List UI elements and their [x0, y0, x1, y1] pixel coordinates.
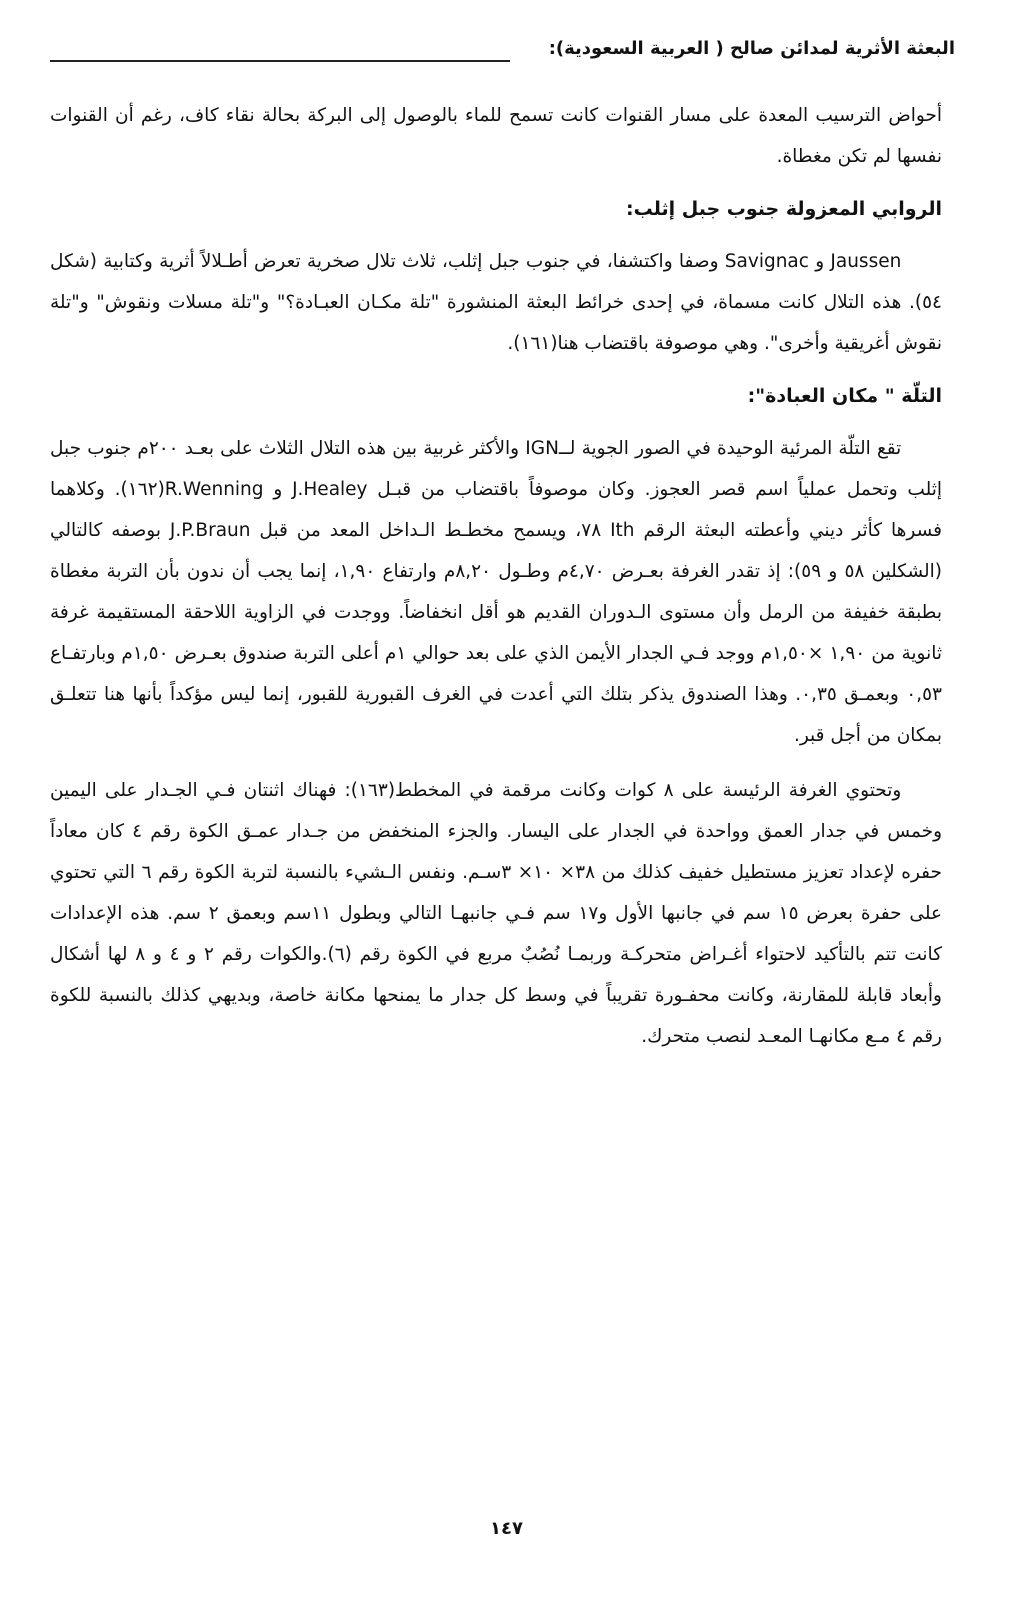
paragraph: وتحتوي الغرفة الرئيسة على ٨ كوات وكانت مرقمة في المخطط(١٦٣): فهناك اثنتان فـي الجـدار على اليمين وخمس في جدار العمق وواحدة في الجدار على اليسار. والجزء المنخفض من جـدار عمـق الكوة رقم ٤ كان معاداً حفره لإعداد تعزيز مستطيل خفيف كذلك من ٣٨× ١٠× ٣سـم. ونفس الـشيء بالنسبة لتربة الكوة رقم ٦ التي تحتوي على حفرة بعرض ١٥ سم في جانبها الأول و١٧ سم فـي جانبهـا التالي وبطول ١١سم وبعمق ٢ سم. هذه الإعدادات كانت تتم بالتأكيد لاحتواء أغـراض متحركـة وربمـا نُصُبٌ مربع في الكوة رقم (٦).والكوات رقم ٢ و ٤ و ٨ لها أشكال وأبعاد قابلة للمقارنة، وكانت محفـورة تقريباً في وسط كل جدار ما يمنحها مكانة خاصة، وبديهي كذلك بالنسبة للكوة رقم ٤ مـع مكانهـا المعـد لنصب متحرك. — [50, 780, 943, 1047]
paragraph: تقع التلّة المرئية الوحيدة في الصور الجوية لــIGN والأكثر غربية بين هذه التلال الثلاث على بعـد ٢٠٠م جنوب جبل إثلب وتحمل عملياً اسم قصر العجوز. وكان موصوفاً باقتضاب من قبـل J.Healey و R.Wenning(١٦٢). وكلاهما فسرها كأثر ديني وأعطته البعثة الرقم Ith ٧٨، ويسمح مخطـط الـداخل المعد من قبل J.P.Braun بوصفه كالتالي (الشكلين ٥٨ و ٥٩): إذ تقدر الغرفة بعـرض ٤,٧٠م وطـول ٨,٢٠م وارتفاع ١,٩٠، إنما يجب أن ندون بأن التربة مغطاة بطبقة خفيفة من الرمل وأن مستوى الـدوران القديم هو أقل انخفاضاً. ووجدت في الزاوية اللاحقة المستقيمة غرفة ثانوية من ١,٩٠ ×١,٥٠م ووجد فـي الجدار الأيمن الذي على بعد حوالي ١م أعلى التربة صندوق بعـرض ١,٥٠م وبارتفـاع ٠,٥٣ وبعمـق ٠,٣٥. وهذا الصندوق يذكر بتلك التي أعدت في الغرف القبورية للقبور، إنما ليس مؤكداً بأنها هنا تتعلـق بمكان من أجل قبر. — [50, 438, 943, 746]
paragraph-gap — [50, 756, 942, 770]
running-header-title: البعثة الأثرية لمدائن صالح ( العربية السعودية): — [548, 38, 955, 59]
page-number: ١٤٧ — [490, 1518, 523, 1539]
running-header — [50, 38, 955, 78]
header-rule — [50, 60, 510, 62]
section-heading-isolated-hills: الروابي المعزولة جنوب جبل إثلب: — [626, 198, 942, 220]
body-text — [50, 95, 942, 1057]
section-heading-place-of-worship: التلّة " مكان العبادة": — [747, 385, 942, 407]
paragraph: Jaussen و Savignac وصفا واكتشفا، في جنوب جبل إثلب، ثلاث تلال صخرية تعرض أطـلالاً أثرية وكتابية (شكل ٥٤). هذه التلال كانت مسماة، في إحدى خرائط البعثة المنشورة "تلة مكـان العبـادة؟" و"تلة مسلات ونقوش" و"تلة نقوش أغريقية وأخرى". وهي موصوفة باقتضاب هنا(١٦١). — [50, 251, 942, 354]
paragraph: أحواض الترسيب المعدة على مسار القنوات كانت تسمح للماء بالوصول إلى البركة بحالة نقاء كاف، رغم أن القنوات نفسها لم تكن مغطاة. — [50, 105, 942, 167]
